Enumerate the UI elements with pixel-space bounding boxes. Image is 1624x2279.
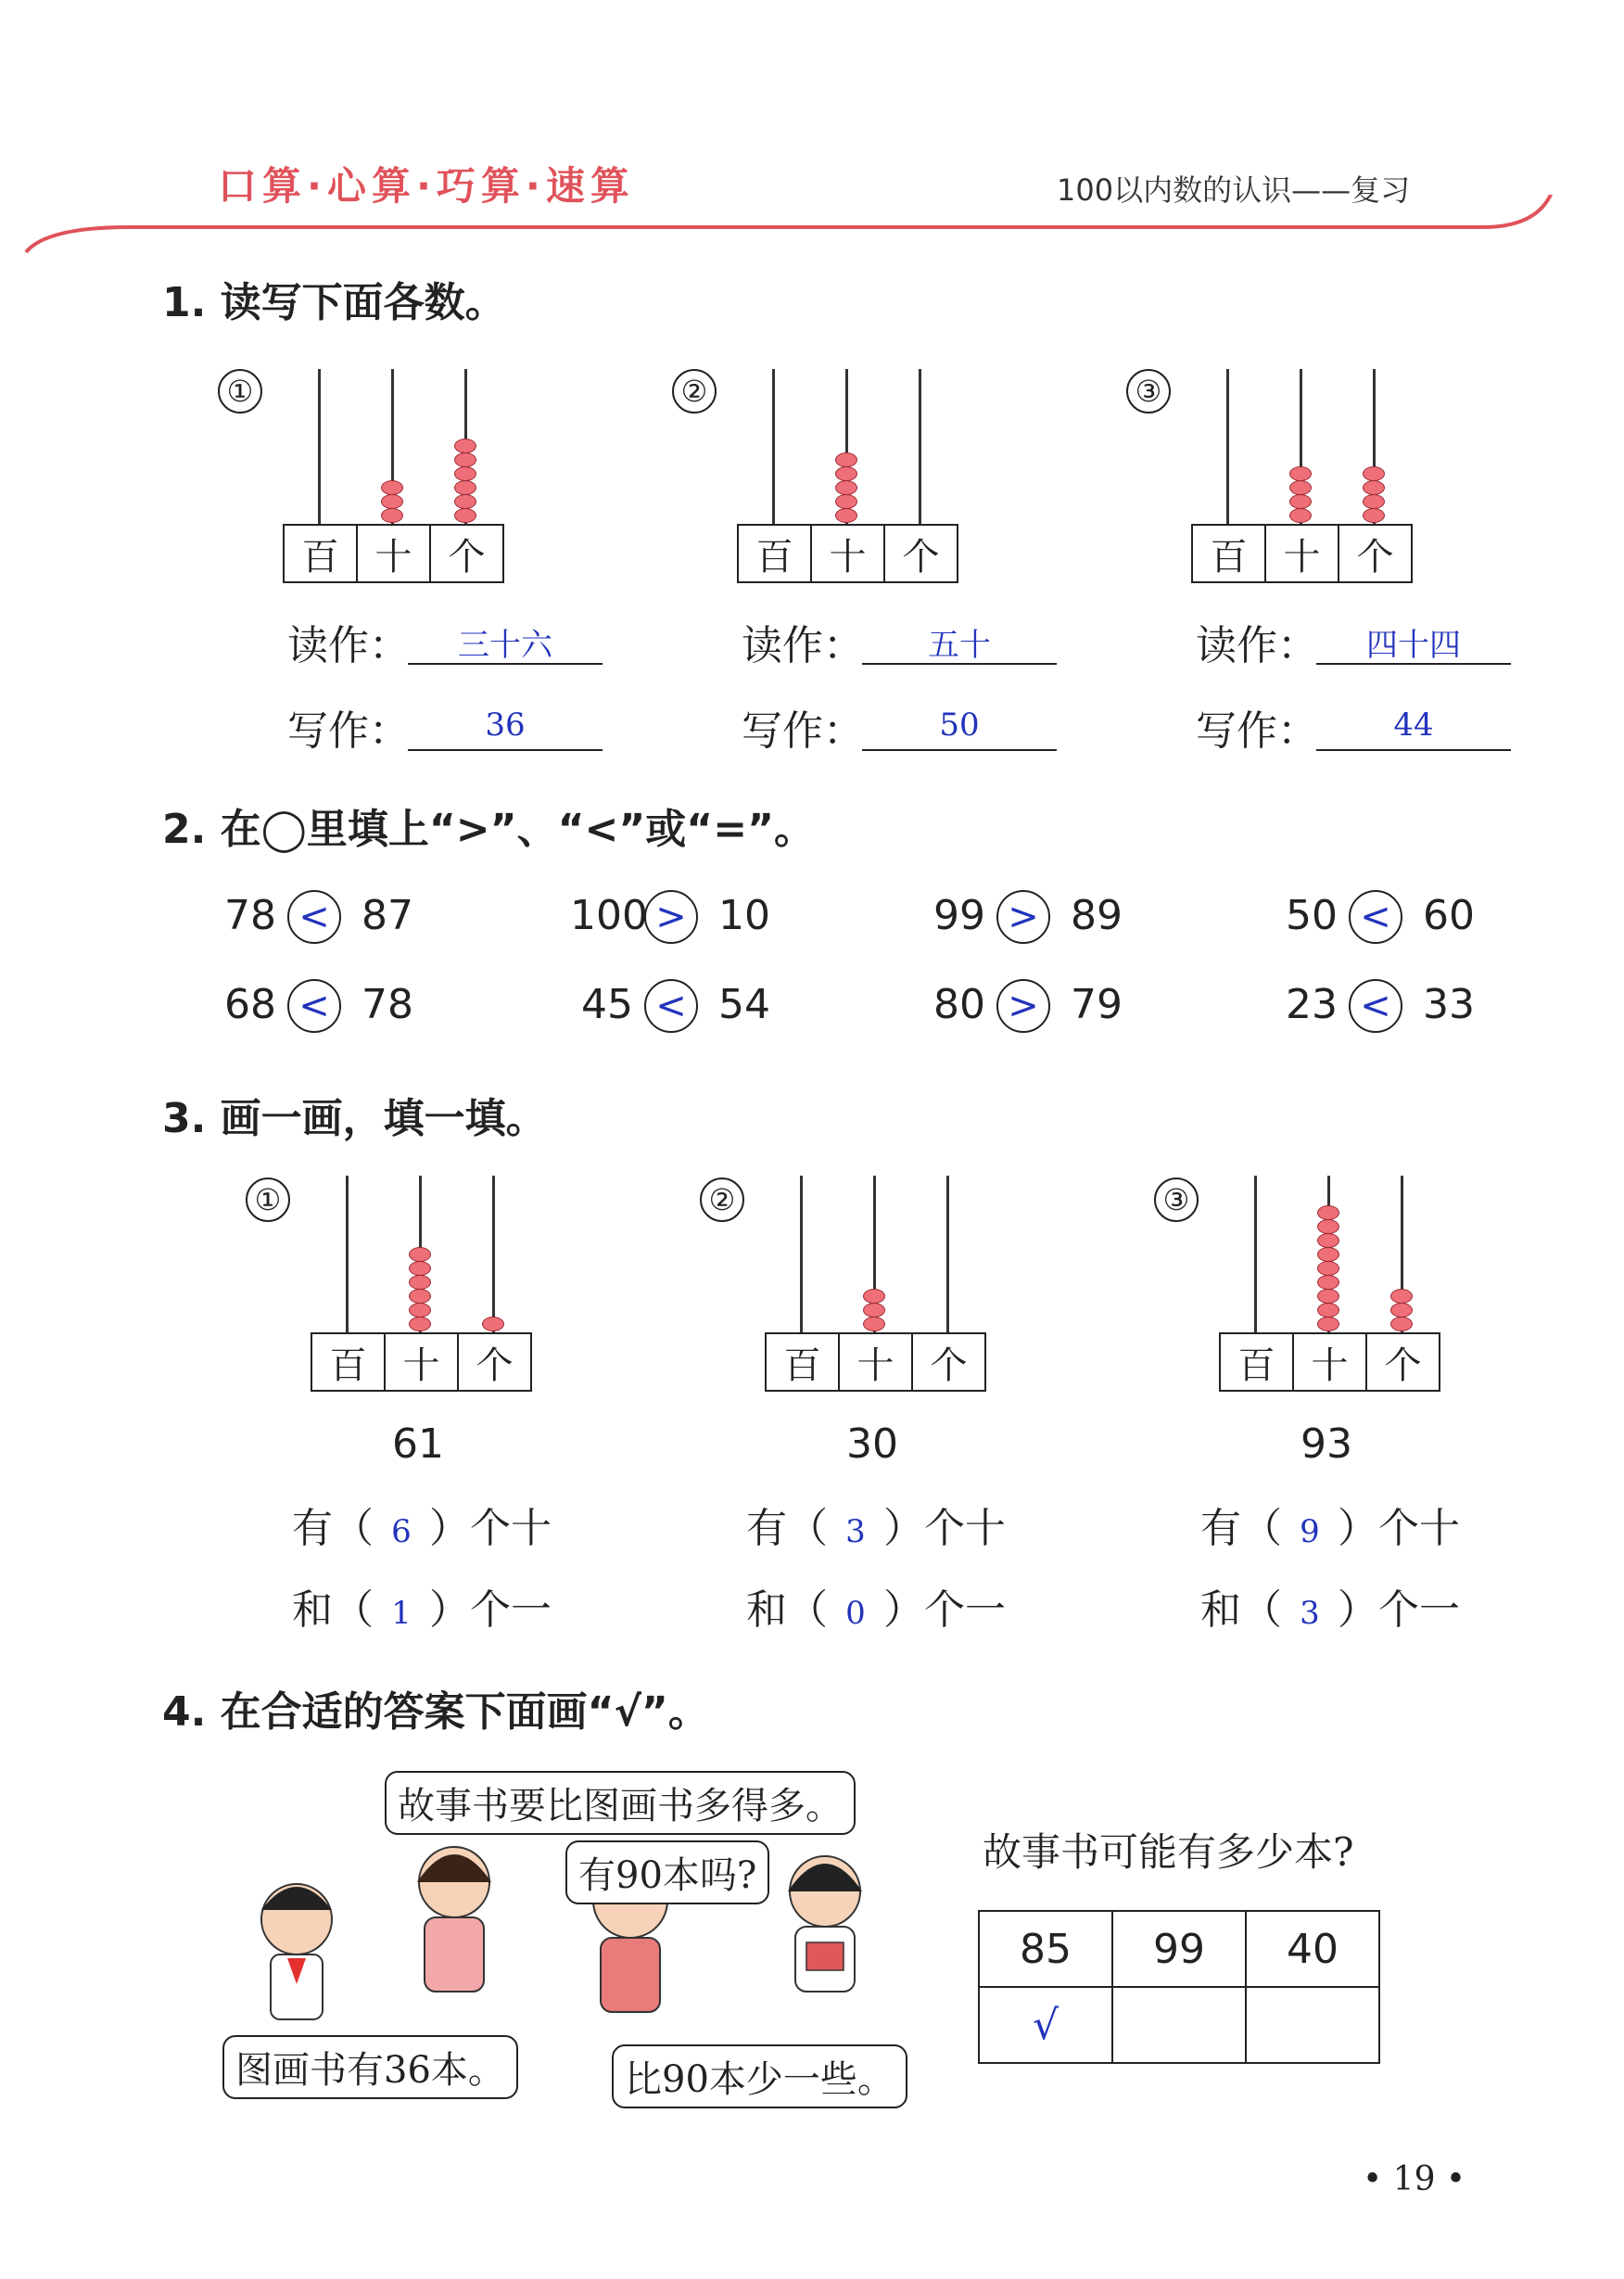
header-curve	[19, 195, 1594, 260]
abacus-bead	[454, 466, 476, 481]
abacus-bead[interactable]	[409, 1289, 431, 1304]
compare-right-number: 10	[718, 892, 770, 939]
abacus-bead	[1363, 480, 1385, 495]
abacus-place-box	[1219, 1332, 1440, 1392]
abacus-bead[interactable]	[863, 1303, 885, 1318]
tens-fill-line	[1200, 1495, 1460, 1554]
abacus-bead[interactable]	[863, 1317, 885, 1331]
abacus-bead[interactable]	[409, 1303, 431, 1318]
abacus-rod	[346, 1176, 349, 1333]
abacus-bead[interactable]	[1390, 1317, 1413, 1331]
abacus-bead	[454, 452, 476, 467]
ones-fill-line-answer[interactable]: 1	[391, 1595, 412, 1632]
abacus-bead[interactable]	[1317, 1205, 1339, 1220]
tens-fill-line-answer[interactable]: 3	[845, 1513, 866, 1550]
compare-right-number: 60	[1423, 892, 1475, 939]
abacus-bead	[835, 508, 857, 523]
compare-left-number: 45	[581, 981, 633, 1028]
tens-fill-line-answer[interactable]: 6	[391, 1513, 412, 1550]
compare-symbol-circle[interactable]: <	[644, 979, 698, 1033]
abacus-bead[interactable]	[1317, 1261, 1339, 1276]
abacus-bead[interactable]	[863, 1289, 885, 1304]
tens-fill-line	[292, 1495, 552, 1554]
ones-fill-line-prefix: 和（	[1200, 1586, 1282, 1634]
abacus-rod	[492, 1176, 495, 1333]
write-underline	[862, 749, 1057, 751]
tens-fill-line-prefix: 有（	[292, 1505, 374, 1552]
compare-symbol-circle[interactable]: >	[996, 890, 1050, 944]
compare-right-number: 87	[362, 892, 413, 939]
place-label: 个	[476, 1343, 514, 1387]
abacus-bead[interactable]	[1317, 1289, 1339, 1304]
ones-fill-line	[1200, 1576, 1460, 1636]
read-label: 读作：	[287, 622, 410, 669]
abacus-bead[interactable]	[1317, 1275, 1339, 1290]
compare-right-number: 33	[1423, 981, 1475, 1028]
place-label: 百	[739, 526, 812, 581]
header-right-title: 100以内数的认识——复习	[1057, 172, 1411, 208]
abacus-bead[interactable]	[409, 1247, 431, 1262]
tens-fill-line-prefix: 有（	[1200, 1505, 1282, 1552]
compare-left-number: 80	[933, 981, 985, 1028]
abacus-bead[interactable]	[1317, 1233, 1339, 1248]
abacus-rod	[800, 1176, 803, 1333]
option-cell: 85	[979, 1911, 1112, 1987]
q3-number: 93	[1300, 1420, 1352, 1468]
abacus-bead	[1289, 466, 1312, 481]
place-label: 百	[767, 1334, 840, 1390]
compare-right-number: 79	[1071, 981, 1123, 1028]
abacus-bead[interactable]	[409, 1317, 431, 1331]
tens-fill-line-suffix: ）个十	[429, 1505, 552, 1552]
place-label: 十	[358, 526, 431, 581]
compare-symbol-circle[interactable]: <	[287, 979, 341, 1033]
abacus-bead	[454, 494, 476, 509]
abacus-rod	[1226, 369, 1229, 525]
abacus-bead	[454, 480, 476, 495]
abacus-bead[interactable]	[409, 1275, 431, 1290]
abacus-bead	[835, 494, 857, 509]
q2-title: 2. 在◯里填上“>”、“<”或“=”。	[162, 806, 815, 853]
abacus-rod	[318, 369, 321, 525]
read-label: 读作：	[742, 622, 864, 669]
compare-symbol-circle[interactable]: >	[644, 890, 698, 944]
q3-item-label: ③	[1154, 1178, 1199, 1222]
compare-symbol-circle[interactable]: <	[1349, 890, 1402, 944]
compare-left-number: 99	[933, 892, 985, 939]
place-label: 百	[285, 526, 358, 581]
abacus-place-box	[283, 524, 504, 583]
ones-fill-line-answer[interactable]: 0	[845, 1595, 866, 1632]
abacus-bead	[1289, 494, 1312, 509]
place-label: 十	[812, 526, 885, 581]
write-label: 写作：	[742, 707, 864, 755]
bubble-less-90: 比90本少一些。	[612, 2044, 907, 2108]
q4-question: 故事书可能有多少本?	[983, 1829, 1354, 1875]
write-underline	[408, 749, 603, 751]
abacus-bead[interactable]	[1317, 1317, 1339, 1331]
abacus-bead	[1363, 508, 1385, 523]
mark-cell[interactable]	[1246, 1987, 1379, 2063]
abacus-bead[interactable]	[409, 1261, 431, 1276]
abacus-bead	[381, 480, 403, 495]
q1-item-label: ③	[1126, 369, 1171, 414]
tens-fill-line-suffix: ）个十	[883, 1505, 1006, 1552]
abacus-rod	[772, 369, 775, 525]
place-label: 个	[448, 535, 486, 579]
read-label: 读作：	[1196, 622, 1318, 669]
place-label: 个	[930, 1343, 968, 1387]
header-left-title: 口算·心算·巧算·速算	[218, 163, 635, 209]
bubble-ninety: 有90本吗?	[565, 1840, 769, 1904]
abacus-place-box	[737, 524, 958, 583]
read-answer[interactable]: 四十四	[1366, 627, 1461, 664]
place-label: 百	[312, 1334, 386, 1390]
compare-left-number: 68	[224, 981, 276, 1028]
write-answer[interactable]: 36	[485, 707, 526, 744]
tens-fill-line-suffix: ）个十	[1338, 1505, 1460, 1552]
write-answer[interactable]: 44	[1393, 707, 1434, 744]
ones-fill-line-suffix: ）个一	[429, 1586, 552, 1634]
write-underline	[1316, 749, 1511, 751]
place-label: 十	[386, 1334, 459, 1390]
compare-left-number: 100	[570, 892, 648, 939]
compare-right-number: 89	[1071, 892, 1123, 939]
abacus-place-box	[1191, 524, 1413, 583]
ones-fill-line-answer[interactable]: 3	[1300, 1595, 1320, 1632]
abacus-bead	[835, 452, 857, 467]
mark-cell[interactable]: √	[979, 1987, 1112, 2063]
compare-right-number: 78	[362, 981, 413, 1028]
q3-item-label: ①	[246, 1178, 290, 1222]
abacus-bead	[381, 494, 403, 509]
q4-title: 4. 在合适的答案下面画“√”。	[162, 1688, 709, 1736]
ones-fill-line-suffix: ）个一	[1338, 1586, 1460, 1634]
tens-fill-line-answer[interactable]: 9	[1300, 1513, 1320, 1550]
place-label: 十	[840, 1334, 913, 1390]
q1-item-label: ①	[218, 369, 262, 414]
tens-fill-line-prefix: 有（	[746, 1505, 828, 1552]
ones-fill-line-prefix: 和（	[746, 1586, 828, 1634]
compare-symbol-circle[interactable]: <	[1349, 979, 1402, 1033]
abacus-bead	[454, 439, 476, 453]
abacus-bead	[1289, 508, 1312, 523]
abacus-bead	[835, 466, 857, 481]
ones-fill-line	[292, 1576, 552, 1636]
abacus-place-box	[765, 1332, 986, 1392]
place-label: 十	[1266, 526, 1339, 581]
q3-title: 3. 画一画，填一填。	[162, 1095, 547, 1142]
abacus-bead	[1363, 466, 1385, 481]
abacus-bead	[835, 480, 857, 495]
page-number: • 19 •	[1363, 2160, 1466, 2198]
place-label: 百	[1221, 1334, 1294, 1390]
compare-symbol-circle[interactable]: <	[287, 890, 341, 944]
abacus-bead	[1363, 494, 1385, 509]
mark-cell[interactable]	[1112, 1987, 1246, 2063]
write-answer[interactable]: 50	[939, 707, 980, 744]
compare-left-number: 23	[1286, 981, 1338, 1028]
read-answer[interactable]: 三十六	[458, 627, 552, 664]
ones-fill-line-prefix: 和（	[292, 1586, 374, 1634]
place-label: 个	[1356, 535, 1394, 579]
abacus-bead[interactable]	[1317, 1219, 1339, 1234]
place-label: 十	[1294, 1334, 1367, 1390]
ones-fill-line	[746, 1576, 1006, 1636]
place-label: 个	[1384, 1343, 1422, 1387]
answer-table	[978, 1910, 1380, 2064]
abacus-bead	[454, 508, 476, 523]
q3-number: 61	[392, 1420, 444, 1468]
abacus-bead[interactable]	[482, 1317, 504, 1331]
abacus-place-box	[311, 1332, 532, 1392]
q1-item-label: ②	[672, 369, 717, 414]
compare-left-number: 50	[1286, 892, 1338, 939]
abacus-bead[interactable]	[1390, 1303, 1413, 1318]
q3-item-label: ②	[700, 1178, 744, 1222]
abacus-bead	[1289, 480, 1312, 495]
write-label: 写作：	[1196, 707, 1318, 755]
abacus-bead[interactable]	[1317, 1247, 1339, 1262]
compare-left-number: 78	[224, 892, 276, 939]
q3-number: 30	[846, 1420, 898, 1468]
abacus-rod	[946, 1176, 949, 1333]
bubble-picture-36: 图画书有36本。	[222, 2035, 518, 2099]
bubble-story-more: 故事书要比图画书多得多。	[385, 1771, 856, 1835]
tens-fill-line	[746, 1495, 1006, 1554]
ones-fill-line-suffix: ）个一	[883, 1586, 1006, 1634]
option-cell: 40	[1246, 1911, 1379, 1987]
write-label: 写作：	[287, 707, 410, 755]
abacus-bead[interactable]	[1317, 1303, 1339, 1318]
q1-title: 1. 读写下面各数。	[162, 279, 506, 326]
abacus-bead	[381, 508, 403, 523]
compare-symbol-circle[interactable]: >	[996, 979, 1050, 1033]
compare-right-number: 54	[718, 981, 770, 1028]
option-cell: 99	[1112, 1911, 1246, 1987]
place-label: 个	[902, 535, 940, 579]
abacus-bead[interactable]	[1390, 1289, 1413, 1304]
abacus-rod	[1254, 1176, 1257, 1333]
abacus-rod	[919, 369, 921, 525]
place-label: 百	[1193, 526, 1266, 581]
read-answer[interactable]: 五十	[928, 627, 991, 664]
